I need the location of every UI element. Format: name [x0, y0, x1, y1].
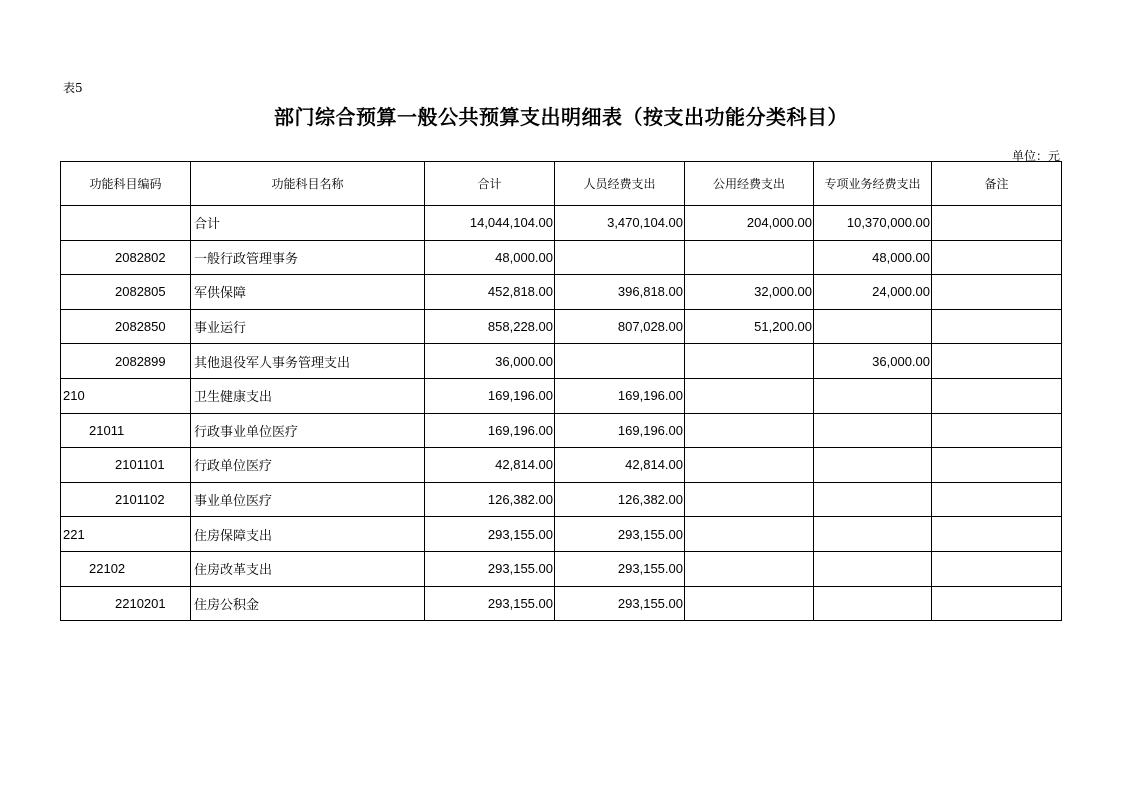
- cell-note: [932, 309, 1062, 344]
- cell-note: [932, 206, 1062, 241]
- cell-special: [814, 586, 932, 621]
- cell-personnel: 293,155.00: [555, 586, 685, 621]
- cell-public: [685, 586, 814, 621]
- cell-personnel: 169,196.00: [555, 413, 685, 448]
- cell-special: 48,000.00: [814, 240, 932, 275]
- cell-personnel: 293,155.00: [555, 551, 685, 586]
- page-title: 部门综合预算一般公共预算支出明细表（按支出功能分类科目）: [274, 105, 848, 129]
- table-row: [61, 517, 1062, 552]
- column-header-personnel: 人员经费支出: [555, 162, 685, 206]
- cell-personnel: 396,818.00: [555, 275, 685, 310]
- cell-personnel: 807,028.00: [555, 309, 685, 344]
- cell-total: 14,044,104.00: [425, 206, 555, 241]
- cell-name: 合计: [191, 206, 425, 241]
- cell-special: 10,370,000.00: [814, 206, 932, 241]
- cell-note: [932, 275, 1062, 310]
- table-number-label: 表5: [63, 81, 83, 95]
- cell-note: [932, 551, 1062, 586]
- table-row: [61, 344, 1062, 379]
- cell-name: 其他退役军人事务管理支出: [191, 344, 425, 379]
- cell-total: 293,155.00: [425, 586, 555, 621]
- cell-personnel: 126,382.00: [555, 482, 685, 517]
- cell-code: 221: [61, 517, 191, 552]
- table-header-row: [61, 162, 1062, 206]
- cell-code: 2082850: [61, 309, 191, 344]
- column-header-name: 功能科目名称: [191, 162, 425, 206]
- cell-name: 行政事业单位医疗: [191, 413, 425, 448]
- column-header-special: 专项业务经费支出: [814, 162, 932, 206]
- cell-special: [814, 517, 932, 552]
- cell-personnel: [555, 344, 685, 379]
- cell-name: 住房保障支出: [191, 517, 425, 552]
- cell-code: [61, 206, 191, 241]
- cell-code: 2082899: [61, 344, 191, 379]
- cell-note: [932, 448, 1062, 483]
- cell-personnel: 169,196.00: [555, 378, 685, 413]
- cell-public: [685, 482, 814, 517]
- cell-note: [932, 482, 1062, 517]
- table-row: [61, 551, 1062, 586]
- table-row: [61, 482, 1062, 517]
- cell-total: 42,814.00: [425, 448, 555, 483]
- cell-name: 一般行政管理事务: [191, 240, 425, 275]
- cell-public: [685, 240, 814, 275]
- cell-total: 293,155.00: [425, 551, 555, 586]
- column-header-total: 合计: [425, 162, 555, 206]
- cell-code: 2210201: [61, 586, 191, 621]
- cell-total: 169,196.00: [425, 378, 555, 413]
- table-row: [61, 309, 1062, 344]
- cell-note: [932, 240, 1062, 275]
- cell-public: [685, 413, 814, 448]
- cell-public: [685, 378, 814, 413]
- table-row: [61, 378, 1062, 413]
- cell-total: 36,000.00: [425, 344, 555, 379]
- table-row: [61, 586, 1062, 621]
- table-row: [61, 206, 1062, 241]
- cell-special: [814, 378, 932, 413]
- cell-code: 2082802: [61, 240, 191, 275]
- cell-total: 293,155.00: [425, 517, 555, 552]
- cell-special: [814, 551, 932, 586]
- cell-special: [814, 309, 932, 344]
- cell-code: 22102: [61, 551, 191, 586]
- cell-note: [932, 344, 1062, 379]
- cell-total: 452,818.00: [425, 275, 555, 310]
- column-header-note: 备注: [932, 162, 1062, 206]
- cell-name: 住房公积金: [191, 586, 425, 621]
- table-row: [61, 275, 1062, 310]
- cell-total: 169,196.00: [425, 413, 555, 448]
- cell-name: 行政单位医疗: [191, 448, 425, 483]
- cell-total: 48,000.00: [425, 240, 555, 275]
- budget-expenditure-table: [60, 161, 1062, 621]
- cell-code: 2082805: [61, 275, 191, 310]
- cell-special: [814, 413, 932, 448]
- cell-personnel: 293,155.00: [555, 517, 685, 552]
- cell-name: 卫生健康支出: [191, 378, 425, 413]
- unit-label: 单位：元: [1011, 149, 1060, 163]
- cell-special: 24,000.00: [814, 275, 932, 310]
- table-row: [61, 413, 1062, 448]
- cell-note: [932, 413, 1062, 448]
- cell-name: 军供保障: [191, 275, 425, 310]
- cell-name: 事业运行: [191, 309, 425, 344]
- cell-public: 51,200.00: [685, 309, 814, 344]
- cell-code: 210: [61, 378, 191, 413]
- cell-personnel: 3,470,104.00: [555, 206, 685, 241]
- cell-public: [685, 344, 814, 379]
- cell-personnel: 42,814.00: [555, 448, 685, 483]
- table-row: [61, 240, 1062, 275]
- cell-personnel: [555, 240, 685, 275]
- cell-public: 32,000.00: [685, 275, 814, 310]
- cell-public: 204,000.00: [685, 206, 814, 241]
- cell-total: 858,228.00: [425, 309, 555, 344]
- cell-special: 36,000.00: [814, 344, 932, 379]
- cell-note: [932, 586, 1062, 621]
- cell-note: [932, 378, 1062, 413]
- cell-special: [814, 448, 932, 483]
- cell-public: [685, 551, 814, 586]
- cell-code: 2101101: [61, 448, 191, 483]
- cell-public: [685, 517, 814, 552]
- cell-name: 事业单位医疗: [191, 482, 425, 517]
- cell-code: 21011: [61, 413, 191, 448]
- cell-name: 住房改革支出: [191, 551, 425, 586]
- cell-special: [814, 482, 932, 517]
- cell-total: 126,382.00: [425, 482, 555, 517]
- cell-public: [685, 448, 814, 483]
- cell-note: [932, 517, 1062, 552]
- table-row: [61, 448, 1062, 483]
- column-header-code: 功能科目编码: [61, 162, 191, 206]
- cell-code: 2101102: [61, 482, 191, 517]
- column-header-public: 公用经费支出: [685, 162, 814, 206]
